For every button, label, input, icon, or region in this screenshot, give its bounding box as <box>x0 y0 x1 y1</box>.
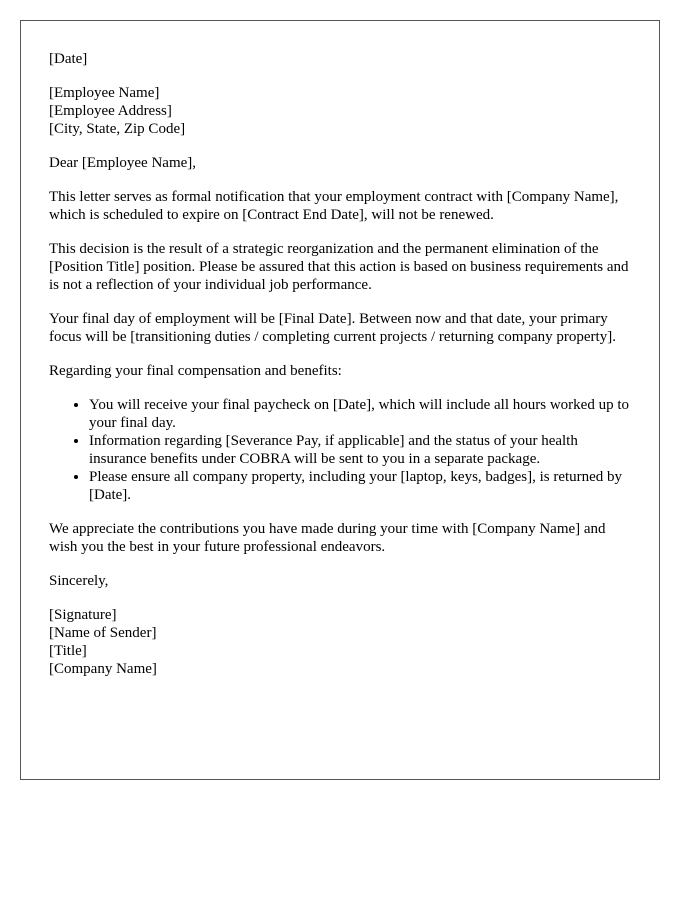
letter-date: [Date] <box>49 51 88 67</box>
closing-paragraph: We appreciate the contributions you have made during your time with [Company Name] and wish you the best in your future professional endeavors. <box>49 521 606 555</box>
sender-title: [Title] <box>49 643 87 659</box>
paragraph-final-day: Your final day of employment will be [Final Date]. Between now and that date, your primary focus will be [transitioning duties / completing current projects / returning company property]. <box>49 311 616 345</box>
sender-name: [Name of Sender] <box>49 625 157 641</box>
sender-company: [Company Name] <box>49 661 157 677</box>
benefits-list <box>49 396 631 504</box>
paragraph-reason: This decision is the result of a strategic reorganization and the permanent elimination of the [Position Title] position. Please be assured that this action is based on business requirements and is not a reflection of your individual job performance. <box>49 241 629 293</box>
compensation-intro: Regarding your final compensation and benefits: <box>49 363 342 379</box>
salutation: Dear [Employee Name], <box>49 155 197 171</box>
recipient-city-state-zip: [City, State, Zip Code] <box>49 121 186 137</box>
paragraph-notification: This letter serves as formal notification that your employment contract with [Company Name], which is scheduled to expire on [Contract End Date], will not be renewed. <box>49 189 619 223</box>
signature-block <box>49 606 631 678</box>
benefits-list-item: • Please ensure all company property, including your [laptop, keys, badges], is returned by [Date]. <box>89 468 631 504</box>
benefits-list-item: • You will receive your final paycheck on [Date], which will include all hours worked up to your final day. <box>89 396 631 432</box>
recipient-name: [Employee Name] <box>49 85 160 101</box>
closing: Sincerely, <box>49 573 109 589</box>
recipient-address-block <box>49 84 631 138</box>
letter-page <box>20 20 660 780</box>
signature-line: [Signature] <box>49 607 117 623</box>
benefits-list-item: • Information regarding [Severance Pay, if applicable] and the status of your health insurance benefits under COBRA will be sent to you in a separate package. <box>89 432 631 468</box>
recipient-address: [Employee Address] <box>49 103 172 119</box>
